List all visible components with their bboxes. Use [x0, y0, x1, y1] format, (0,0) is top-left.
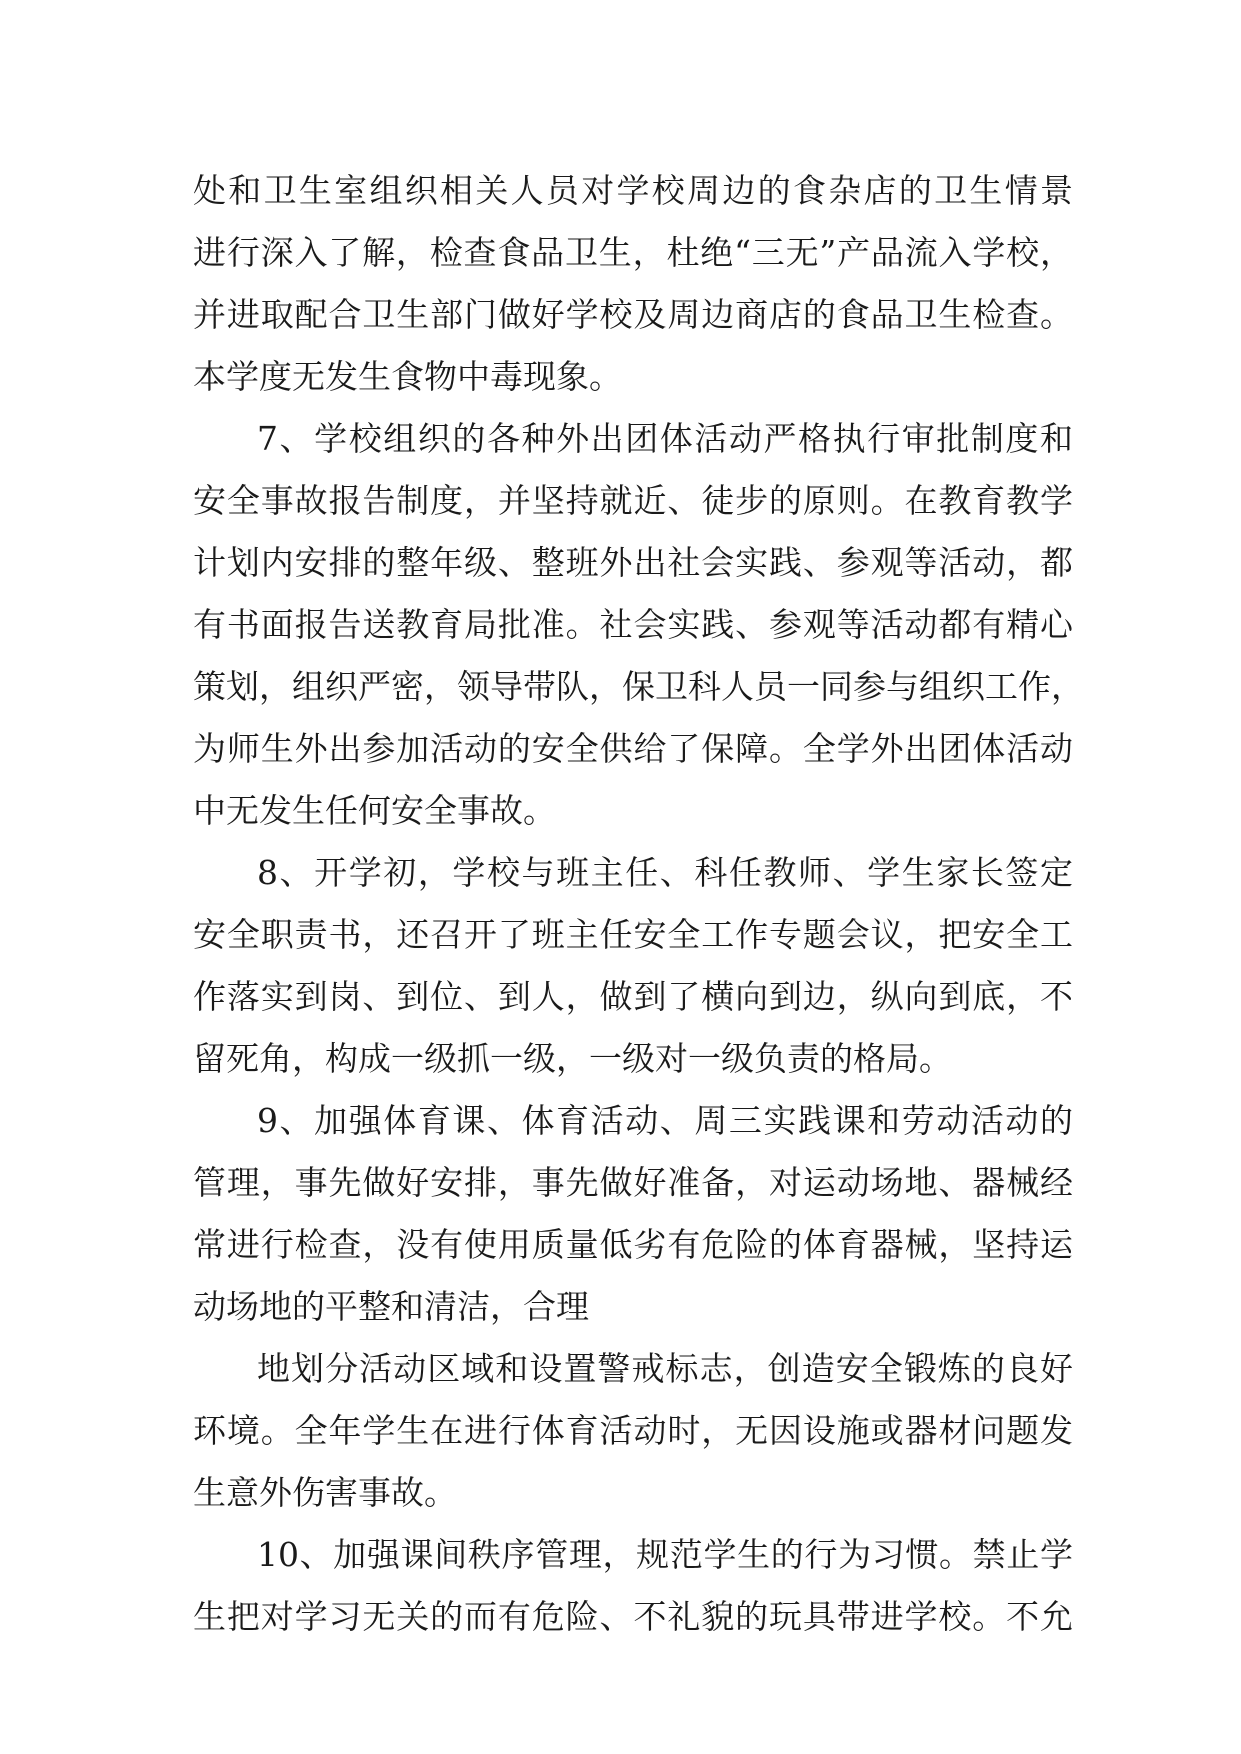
text-line: 计划内安排的整年级、整班外出社会实践、参观等活动，都	[193, 543, 1073, 582]
text-line: 进行深入了解，检查食品卫生，杜绝“三无”产品流入学校，	[193, 233, 1073, 272]
text-line: 留死角，构成一级抓一级，一级对一级负责的格局。	[193, 1039, 952, 1078]
paragraph-start-line: 7、学校组织的各种外出团体活动严格执行审批制度和	[257, 419, 1073, 458]
text-line: 中无发生任何安全事故。	[193, 791, 556, 830]
paragraph-start-line: 8、开学初，学校与班主任、科任教师、学生家长签定	[257, 853, 1073, 892]
text-line: 管理，事先做好安排，事先做好准备，对运动场地、器械经	[193, 1163, 1073, 1202]
text-line: 环境。全年学生在进行体育活动时，无因设施或器材问题发	[193, 1411, 1073, 1450]
text-line: 常进行检查，没有使用质量低劣有危险的体育器械，坚持运	[193, 1225, 1073, 1264]
text-line: 为师生外出参加活动的安全供给了保障。全学外出团体活动	[193, 729, 1073, 768]
text-line: 作落实到岗、到位、到人，做到了横向到边，纵向到底，不	[193, 977, 1073, 1016]
paragraph-start-line: 9、加强体育课、体育活动、周三实践课和劳动活动的	[257, 1101, 1073, 1140]
text-line: 本学度无发生食物中毒现象。	[193, 357, 622, 396]
text-line: 处和卫生室组织相关人员对学校周边的食杂店的卫生情景	[193, 171, 1073, 210]
text-line: 生意外伤害事故。	[193, 1473, 457, 1512]
paragraph-start-line: 10、加强课间秩序管理，规范学生的行为习惯。禁止学	[257, 1535, 1073, 1574]
paragraph-start-line: 地划分活动区域和设置警戒标志，创造安全锻炼的良好	[257, 1349, 1073, 1388]
text-line: 安全职责书，还召开了班主任安全工作专题会议，把安全工	[193, 915, 1073, 954]
text-line: 生把对学习无关的而有危险、不礼貌的玩具带进学校。不允	[193, 1597, 1073, 1636]
text-line: 动场地的平整和清洁，合理	[193, 1287, 589, 1326]
text-line: 有书面报告送教育局批准。社会实践、参观等活动都有精心	[193, 605, 1073, 644]
text-line: 并进取配合卫生部门做好学校及周边商店的食品卫生检查。	[193, 295, 1073, 334]
document-body	[193, 160, 1084, 1648]
text-line: 策划，组织严密，领导带队，保卫科人员一同参与组织工作，	[193, 667, 1084, 706]
text-line: 安全事故报告制度，并坚持就近、徒步的原则。在教育教学	[193, 481, 1073, 520]
